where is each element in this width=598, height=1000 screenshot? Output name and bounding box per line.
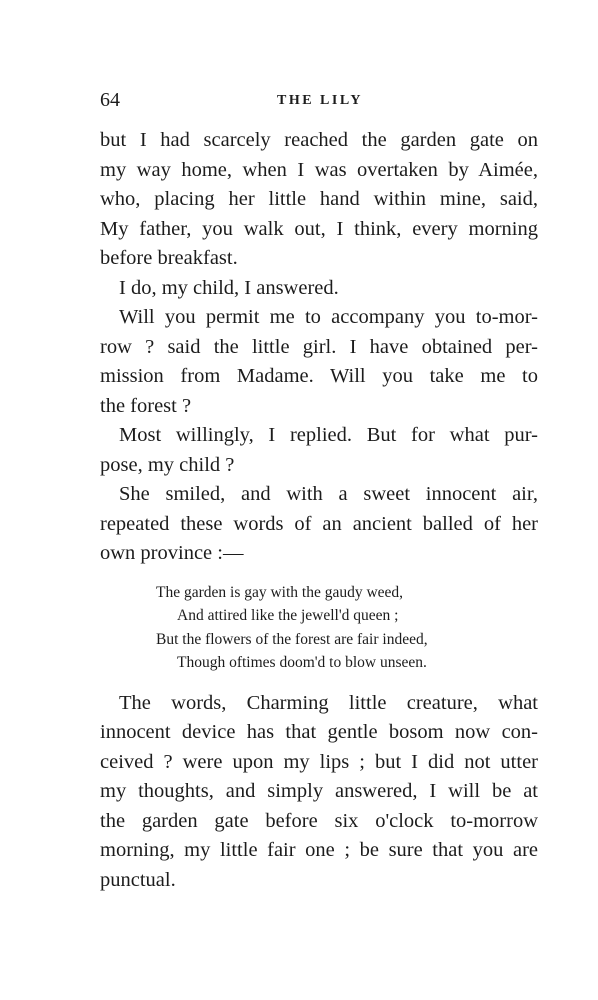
paragraph-4 bbox=[100, 421, 538, 480]
text-line: who, placing her little hand within mine, said, bbox=[100, 188, 538, 210]
text-line: morning, my little fair one ; be sure that you are bbox=[100, 839, 538, 861]
poem-line: The garden is gay with the gaudy weed, bbox=[156, 583, 404, 601]
text-line: my way home, when I was overtaken by Aimée, bbox=[100, 158, 538, 181]
text-line: pose, my child ? bbox=[100, 453, 235, 476]
paragraph-1 bbox=[100, 126, 538, 274]
paragraph-5 bbox=[100, 480, 538, 569]
text-line: innocent device has that gentle bosom now con- bbox=[100, 721, 538, 743]
text-line: punctual. bbox=[100, 868, 176, 891]
closing-paragraph bbox=[100, 689, 538, 896]
poem-line: But the flowers of the forest are fair indeed, bbox=[156, 630, 428, 648]
page-body bbox=[100, 126, 538, 895]
page-number: 64 bbox=[100, 89, 120, 111]
text-line: She smiled, and with a sweet innocent air, bbox=[119, 483, 538, 505]
page-header bbox=[100, 88, 540, 118]
text-line: my thoughts, and simply answered, I will be at bbox=[100, 780, 538, 802]
text-line: the garden gate before six o'clock to-morrow bbox=[100, 809, 538, 832]
poem-line: And attired like the jewell'd queen ; bbox=[177, 607, 399, 624]
text-line: My father, you walk out, I think, every morning bbox=[100, 217, 538, 240]
text-line: mission from Madame. Will you take me to bbox=[100, 365, 538, 387]
text-line: own province :— bbox=[100, 542, 244, 564]
poem-line: Though oftimes doom'd to blow unseen. bbox=[177, 654, 427, 671]
text-line: but I had scarcely reached the garden gate on bbox=[100, 129, 538, 151]
paragraph-3 bbox=[100, 303, 538, 421]
text-line: Most willingly, I replied. But for what pur- bbox=[119, 424, 538, 446]
text-line: Will you permit me to accompany you to-mor- bbox=[119, 306, 538, 328]
text-line: repeated these words of an ancient balled of her bbox=[100, 512, 538, 535]
text-line: The words, Charming little creature, what bbox=[119, 691, 538, 714]
text-line: row ? said the little girl. I have obtained per- bbox=[100, 335, 538, 358]
text-line: before breakfast. bbox=[100, 247, 238, 269]
text-line: I do, my child, I answered. bbox=[119, 276, 339, 299]
text-line: ceived ? were upon my lips ; but I did not utter bbox=[100, 750, 538, 773]
running-head: THE LILY bbox=[276, 93, 363, 108]
poem-stanza bbox=[100, 581, 538, 675]
paragraph-2 bbox=[100, 274, 538, 304]
text-line: the forest ? bbox=[100, 394, 192, 417]
